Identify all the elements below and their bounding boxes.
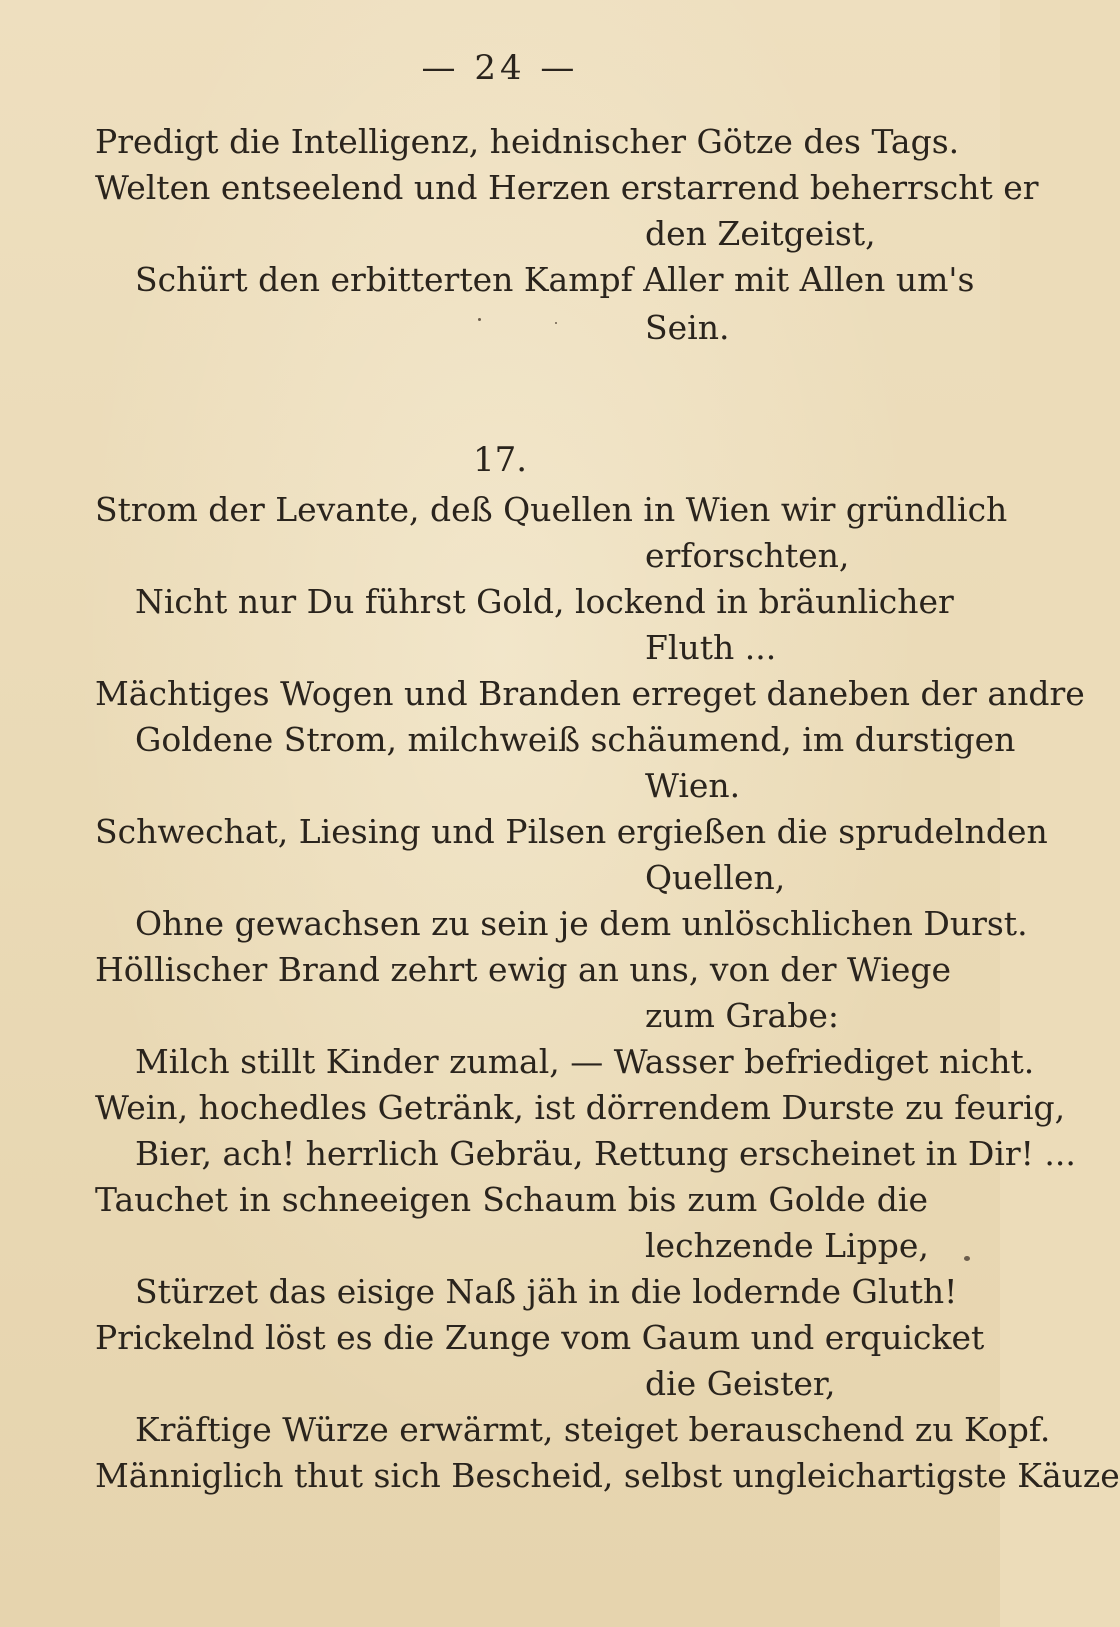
page-number: — 24 — [421, 48, 579, 88]
text-line: die Geister, [645, 1364, 836, 1403]
text-line: Fluth ... [645, 628, 777, 667]
text-line: Höllischer Brand zehrt ewig an uns, von der Wiege [95, 950, 952, 989]
text-line: zum Grabe: [645, 996, 840, 1035]
paper-speck [478, 318, 481, 321]
text-line: Quellen, [645, 858, 786, 897]
text-line: erforschten, [645, 536, 850, 575]
text-line: den Zeitgeist, [645, 214, 876, 253]
text-line: lechzende Lippe, [645, 1226, 929, 1265]
text-line: Mächtiges Wogen und Branden erreget daneben der andre [95, 674, 1085, 713]
text-line: Ohne gewachsen zu sein je dem unlöschlichen Durst. [135, 904, 1028, 943]
text-line: Prickelnd löst es die Zunge vom Gaum und erquicket [95, 1318, 985, 1357]
text-line: Predigt die Intelligenz, heidnischer Götze des Tags. [95, 122, 960, 161]
text-line: Kräftige Würze erwärmt, steiget berauschend zu Kopf. [135, 1410, 1051, 1449]
text-line: Welten entseelend und Herzen erstarrend beherrscht er [95, 168, 1039, 207]
text-line: Stürzet das eisige Naß jäh in die lodernde Gluth! [135, 1272, 958, 1311]
text-line: Milch stillt Kinder zumal, — Wasser befriediget nicht. [135, 1042, 1035, 1081]
text-line: Männiglich thut sich Bescheid, selbst ungleichartigste Käuze [95, 1456, 1120, 1495]
text-line: Goldene Strom, milchweiß schäumend, im durstigen [135, 720, 1016, 759]
text-line: Strom der Levante, deß Quellen in Wien wir gründlich [95, 490, 1008, 529]
text-line: Tauchet in schneeigen Schaum bis zum Golde die [95, 1180, 928, 1219]
text-line: Wein, hochedles Getränk, ist dörrendem Durste zu feurig, [95, 1088, 1066, 1127]
text-line: Bier, ach! herrlich Gebräu, Rettung erscheinet in Dir! ... [135, 1134, 1076, 1173]
text-line: Schwechat, Liesing und Pilsen ergießen die sprudelnden [95, 812, 1048, 851]
text-line: Sein. [645, 308, 730, 347]
section-number: 17. [472, 440, 528, 480]
text-line: Wien. [645, 766, 741, 805]
paper-speck [964, 1256, 970, 1261]
paper-speck [555, 322, 557, 324]
text-line: Nicht nur Du führst Gold, lockend in bräunlicher [135, 582, 954, 621]
text-line: Schürt den erbitterten Kampf Aller mit Allen um's [135, 260, 975, 299]
